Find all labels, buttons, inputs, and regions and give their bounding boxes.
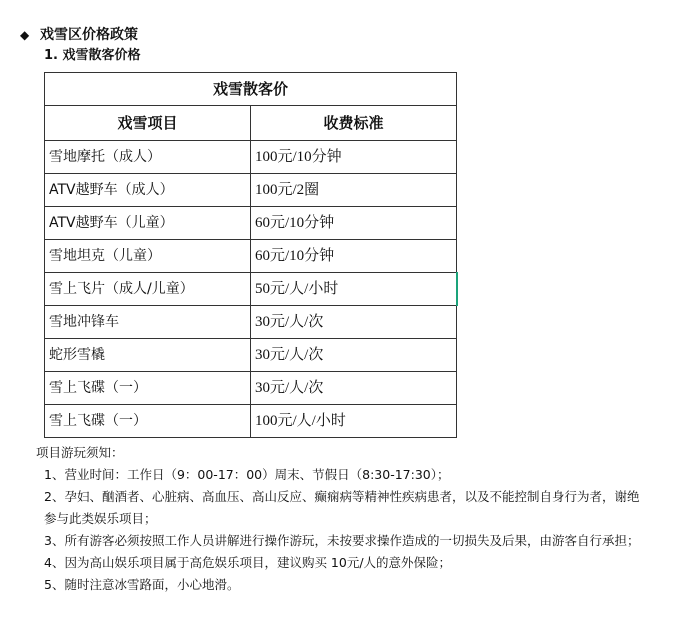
note-item: 1、营业时间：工作日（9：00-17：00）周末、节假日（8:30-17:30）； bbox=[44, 467, 450, 482]
table-header-row bbox=[45, 106, 457, 141]
notes-section bbox=[36, 442, 646, 596]
section-title bbox=[20, 26, 138, 44]
item-cell[interactable]: ATV越野车（儿童） bbox=[45, 207, 251, 240]
table-row bbox=[45, 240, 457, 273]
sub-title: 1. 戏雪散客价格 bbox=[44, 48, 141, 63]
price-cell[interactable]: 100元/2圈 bbox=[251, 174, 457, 207]
table-row bbox=[45, 174, 457, 207]
item-cell[interactable]: 雪地冲锋车 bbox=[45, 306, 251, 339]
table-row bbox=[45, 306, 457, 339]
item-cell[interactable]: 雪上飞片（成人/儿童） bbox=[45, 273, 251, 306]
price-cell[interactable]: 60元/10分钟 bbox=[251, 240, 457, 273]
table-caption[interactable]: 戏雪散客价 bbox=[45, 73, 457, 106]
table-row bbox=[45, 405, 457, 438]
price-cell-selected[interactable]: 50元/人/小时 bbox=[251, 273, 457, 306]
item-cell[interactable]: 雪上飞碟（一） bbox=[45, 405, 251, 438]
table-caption-row bbox=[45, 73, 457, 106]
item-cell[interactable]: 蛇形雪橇 bbox=[45, 339, 251, 372]
item-cell[interactable]: ATV越野车（成人） bbox=[45, 174, 251, 207]
section-title-text: 戏雪区价格政策 bbox=[40, 27, 138, 43]
column-header-item[interactable]: 戏雪项目 bbox=[45, 106, 251, 141]
price-cell[interactable]: 100元/10分钟 bbox=[251, 141, 457, 174]
note-item: 3、所有游客必须按照工作人员讲解进行操作游玩，未按要求操作造成的一切损失及后果，由游客自行承担； bbox=[44, 533, 640, 548]
price-cell[interactable]: 30元/人/次 bbox=[251, 372, 457, 405]
table-row bbox=[45, 273, 457, 306]
price-cell[interactable]: 30元/人/次 bbox=[251, 339, 457, 372]
item-cell[interactable]: 雪地坦克（儿童） bbox=[45, 240, 251, 273]
notes-heading: 项目游玩须知： bbox=[36, 445, 124, 460]
price-table bbox=[44, 72, 458, 438]
diamond-bullet-icon: ◆ bbox=[20, 28, 30, 42]
note-item: 2、孕妇、酗酒者、心脏病、高血压、高山反应、癫痫病等精神性疾病患者，以及不能控制自身行为者，谢绝参与此类娱乐项目； bbox=[44, 489, 640, 526]
table-row bbox=[45, 339, 457, 372]
price-cell[interactable]: 60元/10分钟 bbox=[251, 207, 457, 240]
item-cell[interactable]: 雪地摩托（成人） bbox=[45, 141, 251, 174]
item-cell[interactable]: 雪上飞碟（一） bbox=[45, 372, 251, 405]
table-row bbox=[45, 372, 457, 405]
table-row bbox=[45, 141, 457, 174]
column-header-price[interactable]: 收费标准 bbox=[251, 106, 457, 141]
table-row bbox=[45, 207, 457, 240]
note-item: 5、随时注意冰雪路面，小心地滑。 bbox=[44, 577, 240, 592]
price-cell[interactable]: 100元/人/小时 bbox=[251, 405, 457, 438]
note-item: 4、因为高山娱乐项目属于高危娱乐项目，建议购买 10元/人的意外保险； bbox=[44, 555, 452, 570]
price-cell[interactable]: 30元/人/次 bbox=[251, 306, 457, 339]
